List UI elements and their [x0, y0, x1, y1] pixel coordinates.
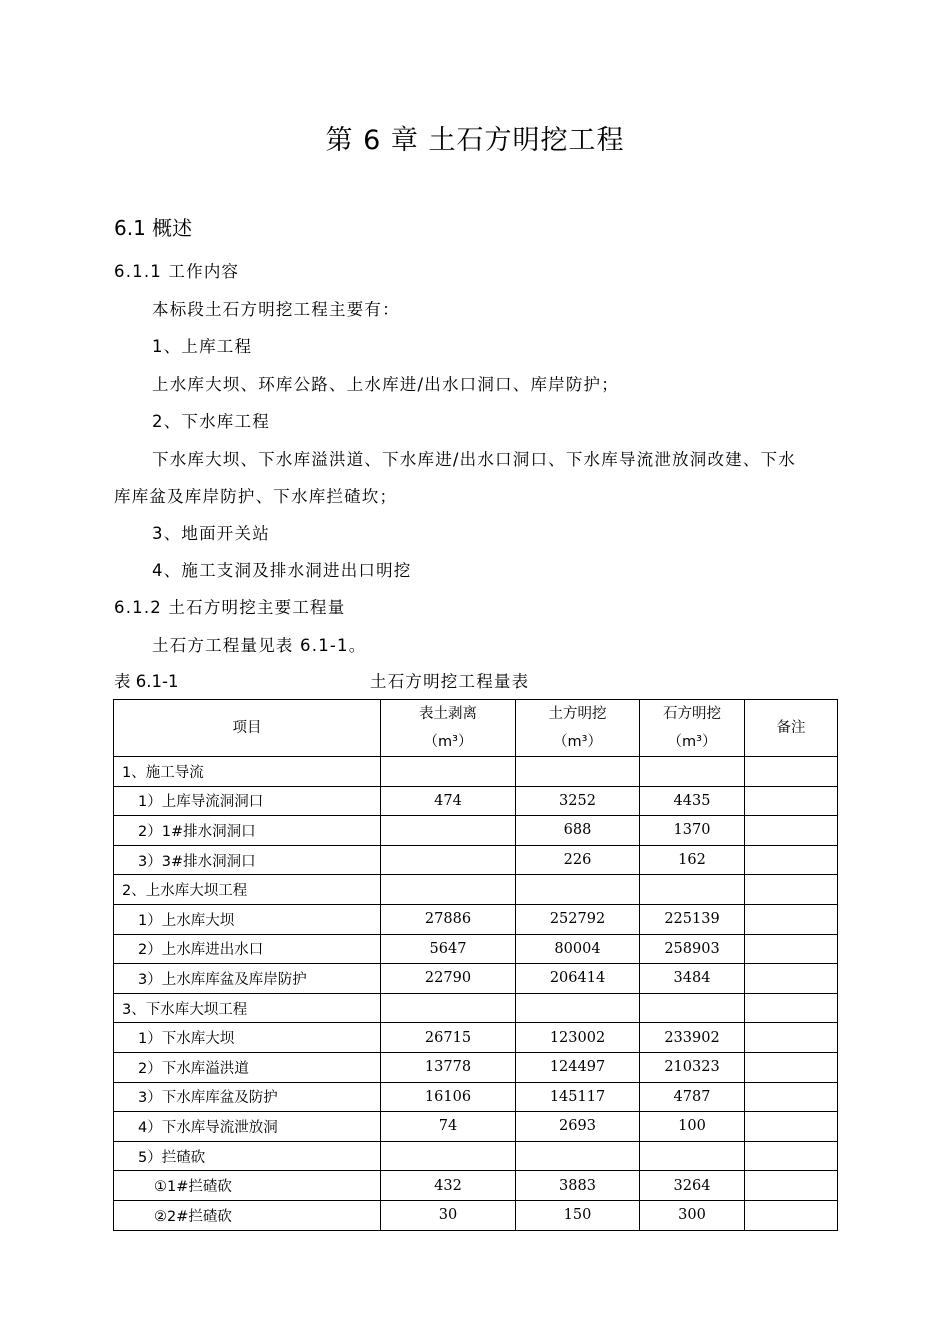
cell-topsoil: 16106 [381, 1082, 516, 1112]
row-name: 1）上库导流洞洞口 [114, 786, 381, 816]
table-row [114, 934, 838, 964]
cell-rock: 4435 [640, 786, 745, 816]
list-item-lower-reservoir: 2、下水库工程 [152, 412, 270, 431]
row-name: 5）拦碴砍 [114, 1141, 381, 1171]
cell-remark [745, 904, 838, 934]
cell-topsoil: 22790 [381, 964, 516, 994]
cell-earth [516, 1141, 640, 1171]
cell-topsoil [381, 1141, 516, 1171]
table-row [114, 1141, 838, 1171]
cell-remark [745, 875, 838, 905]
table-row [114, 1052, 838, 1082]
cell-earth: 124497 [516, 1052, 640, 1082]
cell-remark [745, 934, 838, 964]
row-name: 3、下水库大坝工程 [114, 993, 381, 1023]
cell-earth: 150 [516, 1200, 640, 1230]
cell-earth: 688 [516, 816, 640, 846]
list-item-switch-station: 3、地面开关站 [152, 524, 270, 543]
cell-remark [745, 1141, 838, 1171]
cell-topsoil [381, 816, 516, 846]
row-name: 1）上水库大坝 [114, 904, 381, 934]
cell-topsoil [381, 993, 516, 1023]
cell-topsoil: 27886 [381, 904, 516, 934]
paragraph-intro: 本标段土石方明挖工程主要有： [152, 300, 400, 319]
section-heading: 6.1 概述 [114, 216, 193, 240]
row-name: 1）下水库大坝 [114, 1023, 381, 1053]
cell-rock: 3264 [640, 1171, 745, 1201]
table-title: 土石方明挖工程量表 [370, 672, 530, 691]
header-rock-excavation: 石方明挖 （m³） [640, 700, 745, 757]
cell-earth: 80004 [516, 934, 640, 964]
table-row [114, 1023, 838, 1053]
paragraph-upper-reservoir-details: 上水库大坝、环库公路、上水库进/出水口洞口、库岸防护； [152, 375, 619, 394]
table-row [114, 1200, 838, 1230]
header-topsoil: 表土剥离 （m³） [381, 700, 516, 757]
cell-remark [745, 1082, 838, 1112]
table-row [114, 1112, 838, 1142]
row-name: 2、上水库大坝工程 [114, 875, 381, 905]
cell-topsoil: 5647 [381, 934, 516, 964]
cell-rock: 100 [640, 1112, 745, 1142]
paragraph-lower-reservoir-details-2: 库库盆及库岸防护、下水库拦碴坎； [114, 487, 398, 506]
cell-earth: 3252 [516, 786, 640, 816]
row-name: ②2#拦碴砍 [114, 1200, 381, 1230]
list-item-adits: 4、施工支洞及排水洞进出口明挖 [152, 561, 412, 580]
cell-topsoil: 474 [381, 786, 516, 816]
header-remark: 备注 [745, 700, 838, 757]
table-row [114, 1171, 838, 1201]
row-name: 3）3#排水洞洞口 [114, 845, 381, 875]
cell-remark [745, 1171, 838, 1201]
table-row [114, 964, 838, 994]
cell-rock: 300 [640, 1200, 745, 1230]
cell-topsoil: 26715 [381, 1023, 516, 1053]
cell-rock: 1370 [640, 816, 745, 846]
cell-earth [516, 993, 640, 1023]
row-name: 3）下水库库盆及防护 [114, 1082, 381, 1112]
header-earth-excavation: 土方明挖 （m³） [516, 700, 640, 757]
cell-rock [640, 993, 745, 1023]
cell-rock: 3484 [640, 964, 745, 994]
cell-remark [745, 816, 838, 846]
table-row [114, 875, 838, 905]
subsection-heading-work-content: 6.1.1 工作内容 [114, 262, 240, 281]
cell-rock [640, 875, 745, 905]
cell-remark [745, 757, 838, 787]
table-row [114, 1082, 838, 1112]
cell-remark [745, 786, 838, 816]
quantity-table [113, 699, 838, 1231]
table-row [114, 816, 838, 846]
cell-topsoil [381, 757, 516, 787]
paragraph-lower-reservoir-details-1: 下水库大坝、下水库溢洪道、下水库进/出水口洞口、下水库导流泄放洞改建、下水 [152, 450, 796, 469]
row-name: 4）下水库导流泄放洞 [114, 1112, 381, 1142]
table-row [114, 993, 838, 1023]
cell-remark [745, 964, 838, 994]
cell-topsoil: 74 [381, 1112, 516, 1142]
cell-remark [745, 1200, 838, 1230]
cell-remark [745, 993, 838, 1023]
cell-rock: 258903 [640, 934, 745, 964]
row-name: 2）1#排水洞洞口 [114, 816, 381, 846]
table-row [114, 845, 838, 875]
cell-topsoil: 432 [381, 1171, 516, 1201]
cell-rock: 225139 [640, 904, 745, 934]
list-item-upper-reservoir: 1、上库工程 [152, 337, 253, 356]
cell-earth: 3883 [516, 1171, 640, 1201]
row-name: 1、施工导流 [114, 757, 381, 787]
cell-earth: 2693 [516, 1112, 640, 1142]
cell-rock: 210323 [640, 1052, 745, 1082]
table-row [114, 757, 838, 787]
row-name: 3）上水库库盆及库岸防护 [114, 964, 381, 994]
cell-earth: 123002 [516, 1023, 640, 1053]
cell-earth [516, 757, 640, 787]
cell-remark [745, 845, 838, 875]
cell-earth [516, 875, 640, 905]
cell-topsoil [381, 875, 516, 905]
cell-rock [640, 757, 745, 787]
cell-remark [745, 1112, 838, 1142]
table-row [114, 786, 838, 816]
cell-remark [745, 1023, 838, 1053]
paragraph-table-reference: 土石方工程量见表 6.1-1。 [152, 636, 367, 655]
subsection-heading-quantities: 6.1.2 土石方明挖主要工程量 [114, 598, 346, 617]
row-name: 2）上水库进出水口 [114, 934, 381, 964]
row-name: 2）下水库溢洪道 [114, 1052, 381, 1082]
cell-remark [745, 1052, 838, 1082]
row-name: ①1#拦碴砍 [114, 1171, 381, 1201]
cell-rock: 4787 [640, 1082, 745, 1112]
header-item: 项目 [114, 700, 381, 757]
cell-earth: 252792 [516, 904, 640, 934]
cell-earth: 145117 [516, 1082, 640, 1112]
cell-earth: 226 [516, 845, 640, 875]
cell-earth: 206414 [516, 964, 640, 994]
cell-rock: 162 [640, 845, 745, 875]
cell-topsoil: 30 [381, 1200, 516, 1230]
cell-rock: 233902 [640, 1023, 745, 1053]
cell-rock [640, 1141, 745, 1171]
chapter-title: 第 6 章 土石方明挖工程 [325, 125, 625, 156]
cell-topsoil: 13778 [381, 1052, 516, 1082]
table-number: 表 6.1-1 [114, 672, 179, 691]
table-header-row [114, 700, 838, 757]
cell-topsoil [381, 845, 516, 875]
table-row [114, 904, 838, 934]
